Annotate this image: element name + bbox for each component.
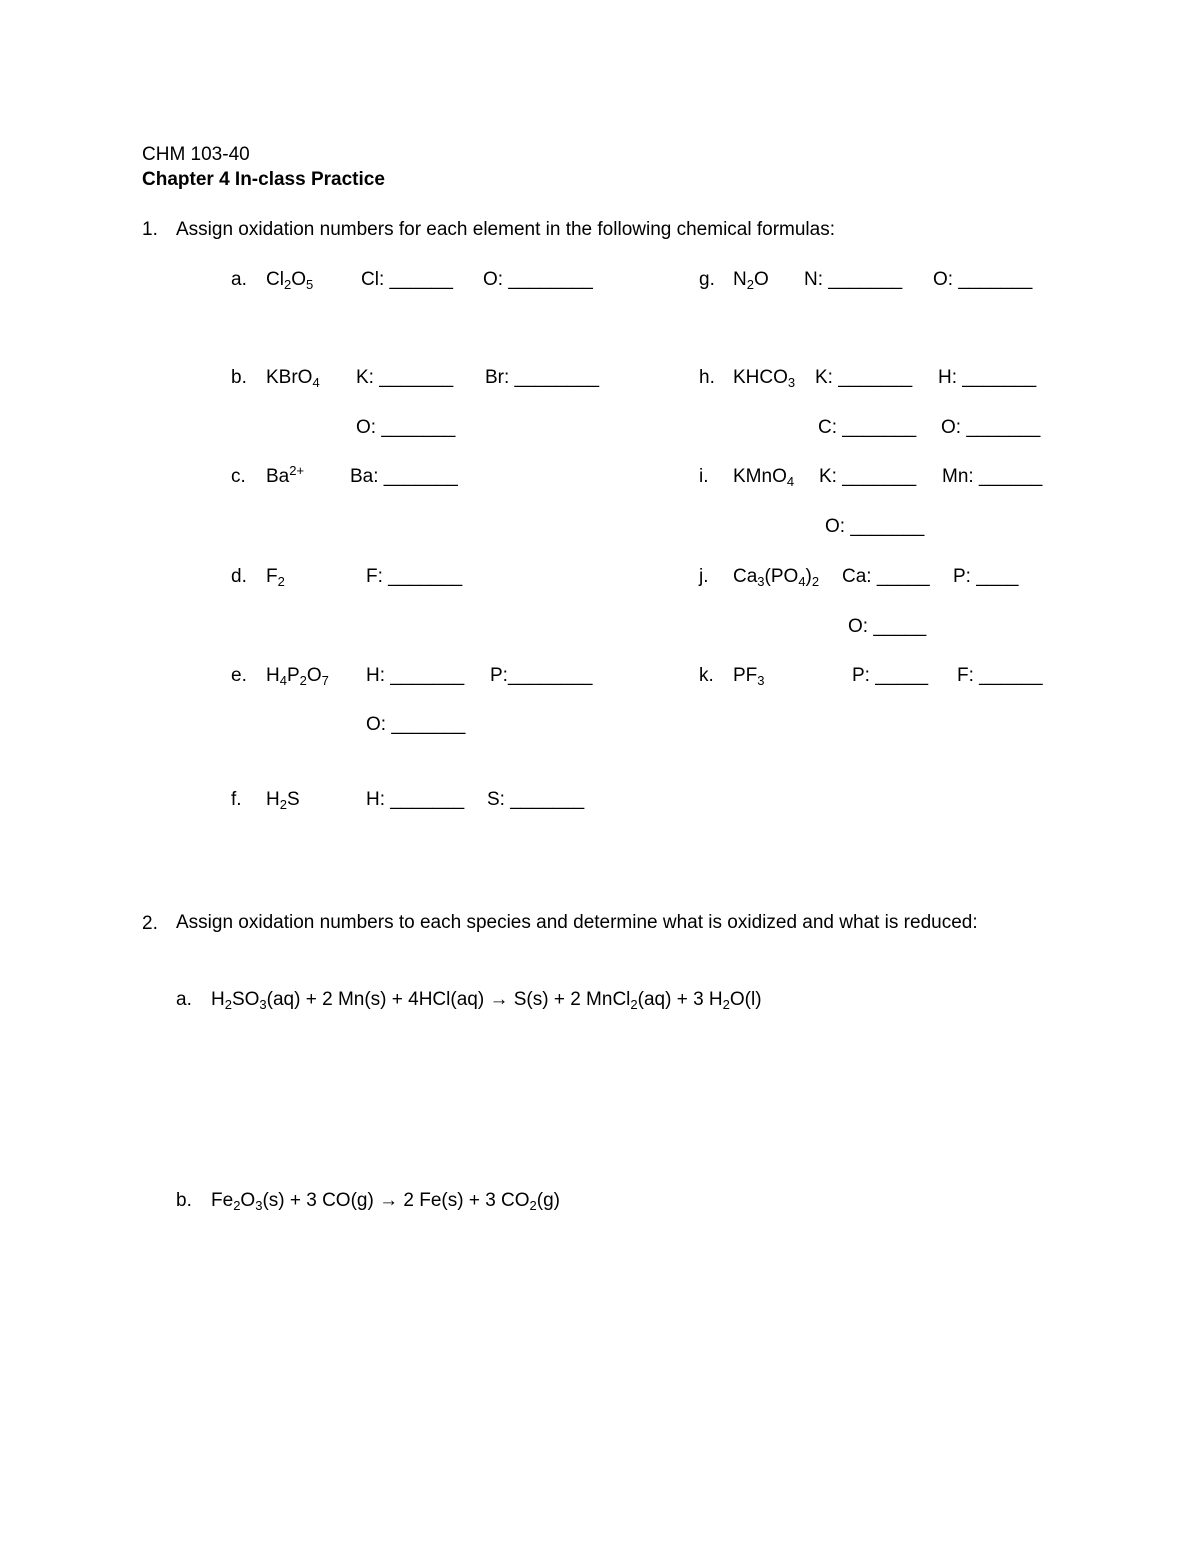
item-j-blank-o[interactable]: O: _____	[848, 616, 927, 637]
item-i-blank-k[interactable]: K: _______	[819, 466, 917, 487]
item-d-blank-f[interactable]: F: _______	[366, 566, 463, 587]
page-title: Chapter 4 In-class Practice	[142, 169, 385, 190]
item-j-letter: j.	[699, 566, 709, 587]
item-j-blank-ca[interactable]: Ca: _____	[842, 566, 930, 587]
item-b-letter: b.	[231, 367, 247, 388]
item-b-blank-k[interactable]: K: _______	[356, 367, 454, 388]
course-code: CHM 103-40	[142, 144, 250, 165]
item-f-letter: f.	[231, 789, 242, 810]
q2-item-a-equation: $H_2SO_3(aq) + 2$ Mn(s) + 4HCl(aq) → S(s) + 2 MnCl$_2$(aq) + 3 $H_2O(l)$	[211, 989, 762, 1012]
item-e-letter: e.	[231, 665, 247, 686]
q2-item-a-letter: a.	[176, 989, 192, 1010]
item-k-formula: $PF_3$	[733, 665, 765, 688]
item-k-letter: k.	[699, 665, 714, 686]
item-g-formula: $N_2O$	[733, 269, 769, 292]
item-e-blank-h[interactable]: H: _______	[366, 665, 465, 686]
question-2-text: Assign oxidation numbers to each species and determine what is oxidized and what is reduced:	[176, 912, 978, 933]
item-f-blank-s[interactable]: S: _______	[487, 789, 585, 810]
item-a-blank-o[interactable]: O: ________	[483, 269, 593, 290]
item-j-blank-p[interactable]: P: ____	[953, 566, 1019, 587]
item-a-blank-cl[interactable]: Cl: ______	[361, 269, 453, 290]
item-d-letter: d.	[231, 566, 247, 587]
item-h-blank-k[interactable]: K: _______	[815, 367, 913, 388]
item-j-formula: $Ca_3(PO_4)_2$	[733, 566, 820, 589]
q2-item-b-letter: b.	[176, 1190, 192, 1211]
question-2-number: 2.	[142, 913, 158, 934]
question-1-text: Assign oxidation numbers for each element in the following chemical formulas:	[176, 219, 835, 240]
item-b-blank-o[interactable]: O: _______	[356, 417, 456, 438]
item-d-formula: $F_2$	[266, 566, 285, 589]
item-i-formula: KMnO$_4$	[733, 466, 795, 489]
item-c-formula: $Ba^{2+}$	[266, 463, 305, 487]
q2-item-b-equation: $Fe_2O_3(s) + 3$ CO(g) → 2 Fe(s) + 3 $CO_2(g)$	[211, 1190, 561, 1213]
item-b-blank-br[interactable]: Br: ________	[485, 367, 600, 388]
item-a-letter: a.	[231, 269, 247, 290]
item-a-formula: $Cl_2O_5$	[266, 269, 314, 292]
item-i-blank-o[interactable]: O: _______	[825, 516, 925, 537]
item-i-blank-mn[interactable]: Mn: ______	[942, 466, 1043, 487]
item-k-blank-p[interactable]: P: _____	[852, 665, 929, 686]
item-f-blank-h[interactable]: H: _______	[366, 789, 465, 810]
item-c-letter: c.	[231, 466, 246, 487]
item-g-blank-n[interactable]: N: _______	[804, 269, 903, 290]
item-k-blank-f[interactable]: F: ______	[957, 665, 1043, 686]
item-b-formula: KBrO$_4$	[266, 367, 320, 390]
item-e-blank-p[interactable]: P:________	[490, 665, 593, 686]
item-e-blank-o[interactable]: O: _______	[366, 714, 466, 735]
item-h-formula: $KHCO_3$	[733, 367, 796, 390]
item-h-letter: h.	[699, 367, 715, 388]
item-h-blank-o[interactable]: O: _______	[941, 417, 1041, 438]
question-1-number: 1.	[142, 219, 158, 240]
item-i-letter: i.	[699, 466, 709, 487]
item-e-formula: $H_4P_2O_7$	[266, 665, 329, 688]
item-g-letter: g.	[699, 269, 715, 290]
item-c-blank-ba[interactable]: Ba: _______	[350, 466, 458, 487]
item-h-blank-c[interactable]: C: _______	[818, 417, 917, 438]
item-f-formula: $H_2S$	[266, 789, 300, 812]
item-h-blank-h[interactable]: H: _______	[938, 367, 1037, 388]
item-g-blank-o[interactable]: O: _______	[933, 269, 1033, 290]
